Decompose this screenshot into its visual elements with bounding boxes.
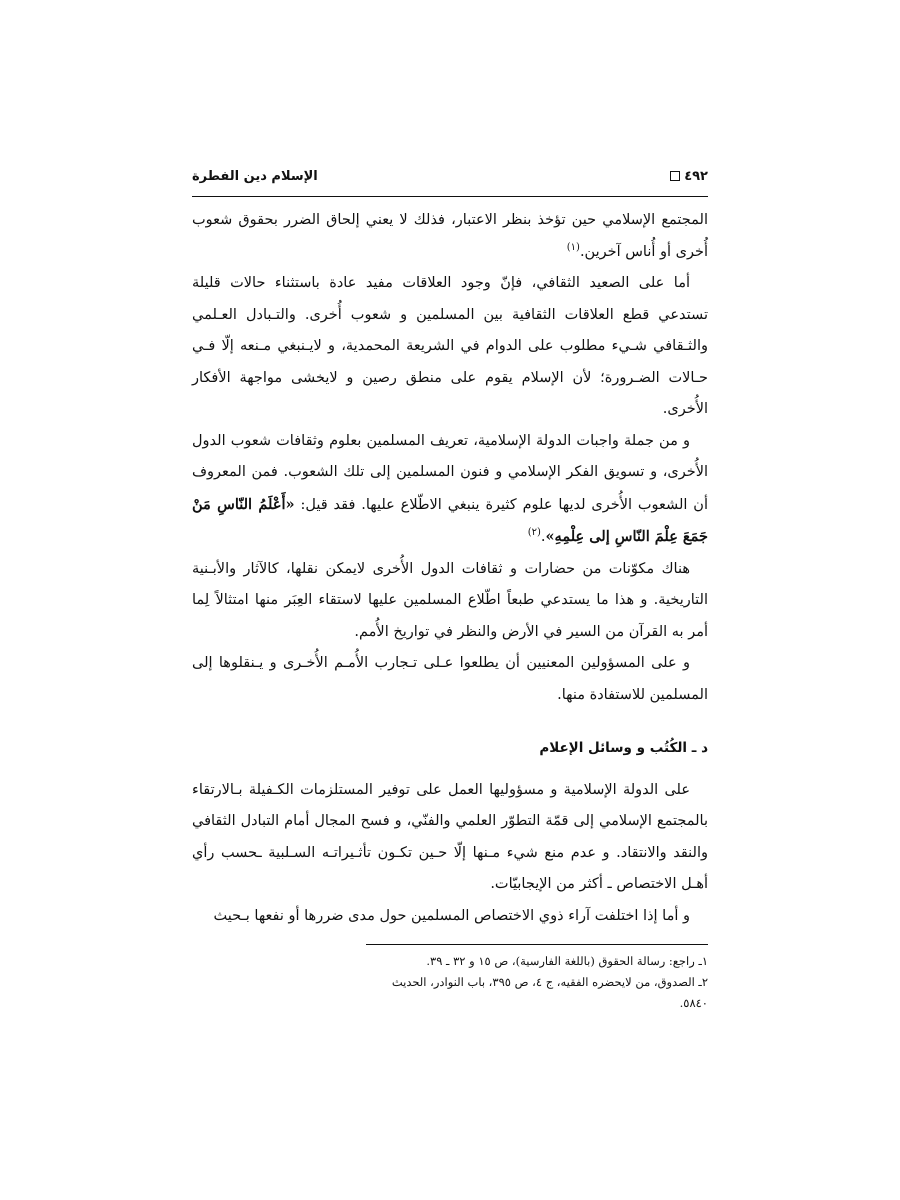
- paragraph-continuation: [192, 205, 708, 268]
- paragraph-text: على الدولة الإسلامية و مسؤوليها العمل على توفير المستلزمات الكـفيلة بـالارتقاء بالمجتمع الإسلامي إلى قمّة التطوّر العلمي والفنّي، و فسح المجال أمام التبادل الثقافي والنقد والانتقاد. و عدم منع شيء مـنها إلّا حـين تكـون تأثـيراتـه السـلبية ـحسب رأي أهـل الاختصاص ـ أكثر من الإيجابيّات.: [192, 781, 708, 892]
- paragraph-text: هناك مكوّنات من حضارات و ثقافات الدول الأُخرى لايمكن نقلها، كالآثار والأبـنية التاريخية. و هذا ما يستدعي طبعاً اطّلاع المسلمين عليها لاستقاء العِبَر منها امتثالاً لِما أمر به القرآن من السير في الأرض والنظر في تواريخ الأُمم.: [192, 560, 708, 640]
- footnote-ref: (٢): [527, 527, 541, 539]
- page-number-group: [670, 169, 708, 184]
- footnote-item: ١ـ راجع: رسالة الحقوق (باللغة الفارسية)، ص ١٥ و ٣٢ ـ ٣٩.: [426, 954, 708, 968]
- footnote-ref: (١): [566, 241, 580, 253]
- paragraph-text: و من جملة واجبات الدولة الإسلامية، تعريف المسلمين بعلوم وثقافات شعوب الدول الأُخرى، و تسويق الفكر الإسلامي و فنون المسلمين إلى تلك الشعوب. فمن المعروف أن الشعوب الأُخرى لديها علوم كثيرة ينبغي الاطّلاع عليها. فقد قيل:: [192, 432, 708, 513]
- paragraph: [192, 426, 708, 554]
- footnote-item: ٢ـ الصدوق، من لايحضره الفقيه، ج ٤، ص ٣٩٥، باب النوادر، الحديث ٥٨٤٠.: [391, 975, 708, 1010]
- section-heading: د ـ الكُتُب و وسائل الإعلام: [539, 740, 708, 756]
- book-page: [192, 160, 708, 1014]
- footnotes: [366, 944, 708, 1014]
- running-title: الإسلام دين الفطرة: [192, 168, 318, 184]
- paragraph-text: .: [540, 529, 546, 545]
- square-marker-icon: [670, 171, 680, 181]
- paragraph-text: المجتمع الإسلامي حين تؤخذ بنظر الاعتبار، فذلك لا يعني إلحاق الضرر بحقوق شعوب أُخرى أو أُناس آخرين.: [192, 212, 708, 260]
- paragraph-text: و أما إذا اختلفت آراء ذوي الاختصاص المسلمين حول مدى ضررها أو نفعها بـحيث: [213, 907, 690, 924]
- paragraph: [192, 775, 708, 901]
- paragraph-text: و على المسؤولين المعنيين أن يطلعوا عـلى تـجارب الأُمـم الأُخـرى و يـنقلوها إلى المسلمين للاستفادة منها.: [192, 655, 708, 703]
- paragraph-text: أما على الصعيد الثقافي، فإنّ وجود العلاقات مفيد عادة باستثناء حالات قليلة تستدعي قطع العلاقات الثقافية بين المسلمين و شعوب أُخرى. والتـبادل العـلمي والثـقافي شـيء مطلوب على الدوام في الشريعة المحمدية، و لايـنبغي مـنعه إلّا فـي حـالات الضـرورة؛ لأن الإسلام يقوم على منطق رصين و لايخشى مواجهة الأفكار الأُخرى.: [192, 275, 708, 417]
- paragraph: [192, 268, 708, 426]
- page-header: [192, 160, 708, 197]
- paragraph: [192, 554, 708, 649]
- page-number: ٤٩٢: [684, 168, 708, 184]
- paragraph: [192, 648, 708, 711]
- paragraph: [192, 901, 708, 933]
- main-text: [192, 205, 708, 932]
- hadith-quote: «أَعْلَمُ النّاسِ مَنْ جَمَعَ عِلْمَ النّاسِ إلى عِلْمِهِ»: [192, 495, 708, 545]
